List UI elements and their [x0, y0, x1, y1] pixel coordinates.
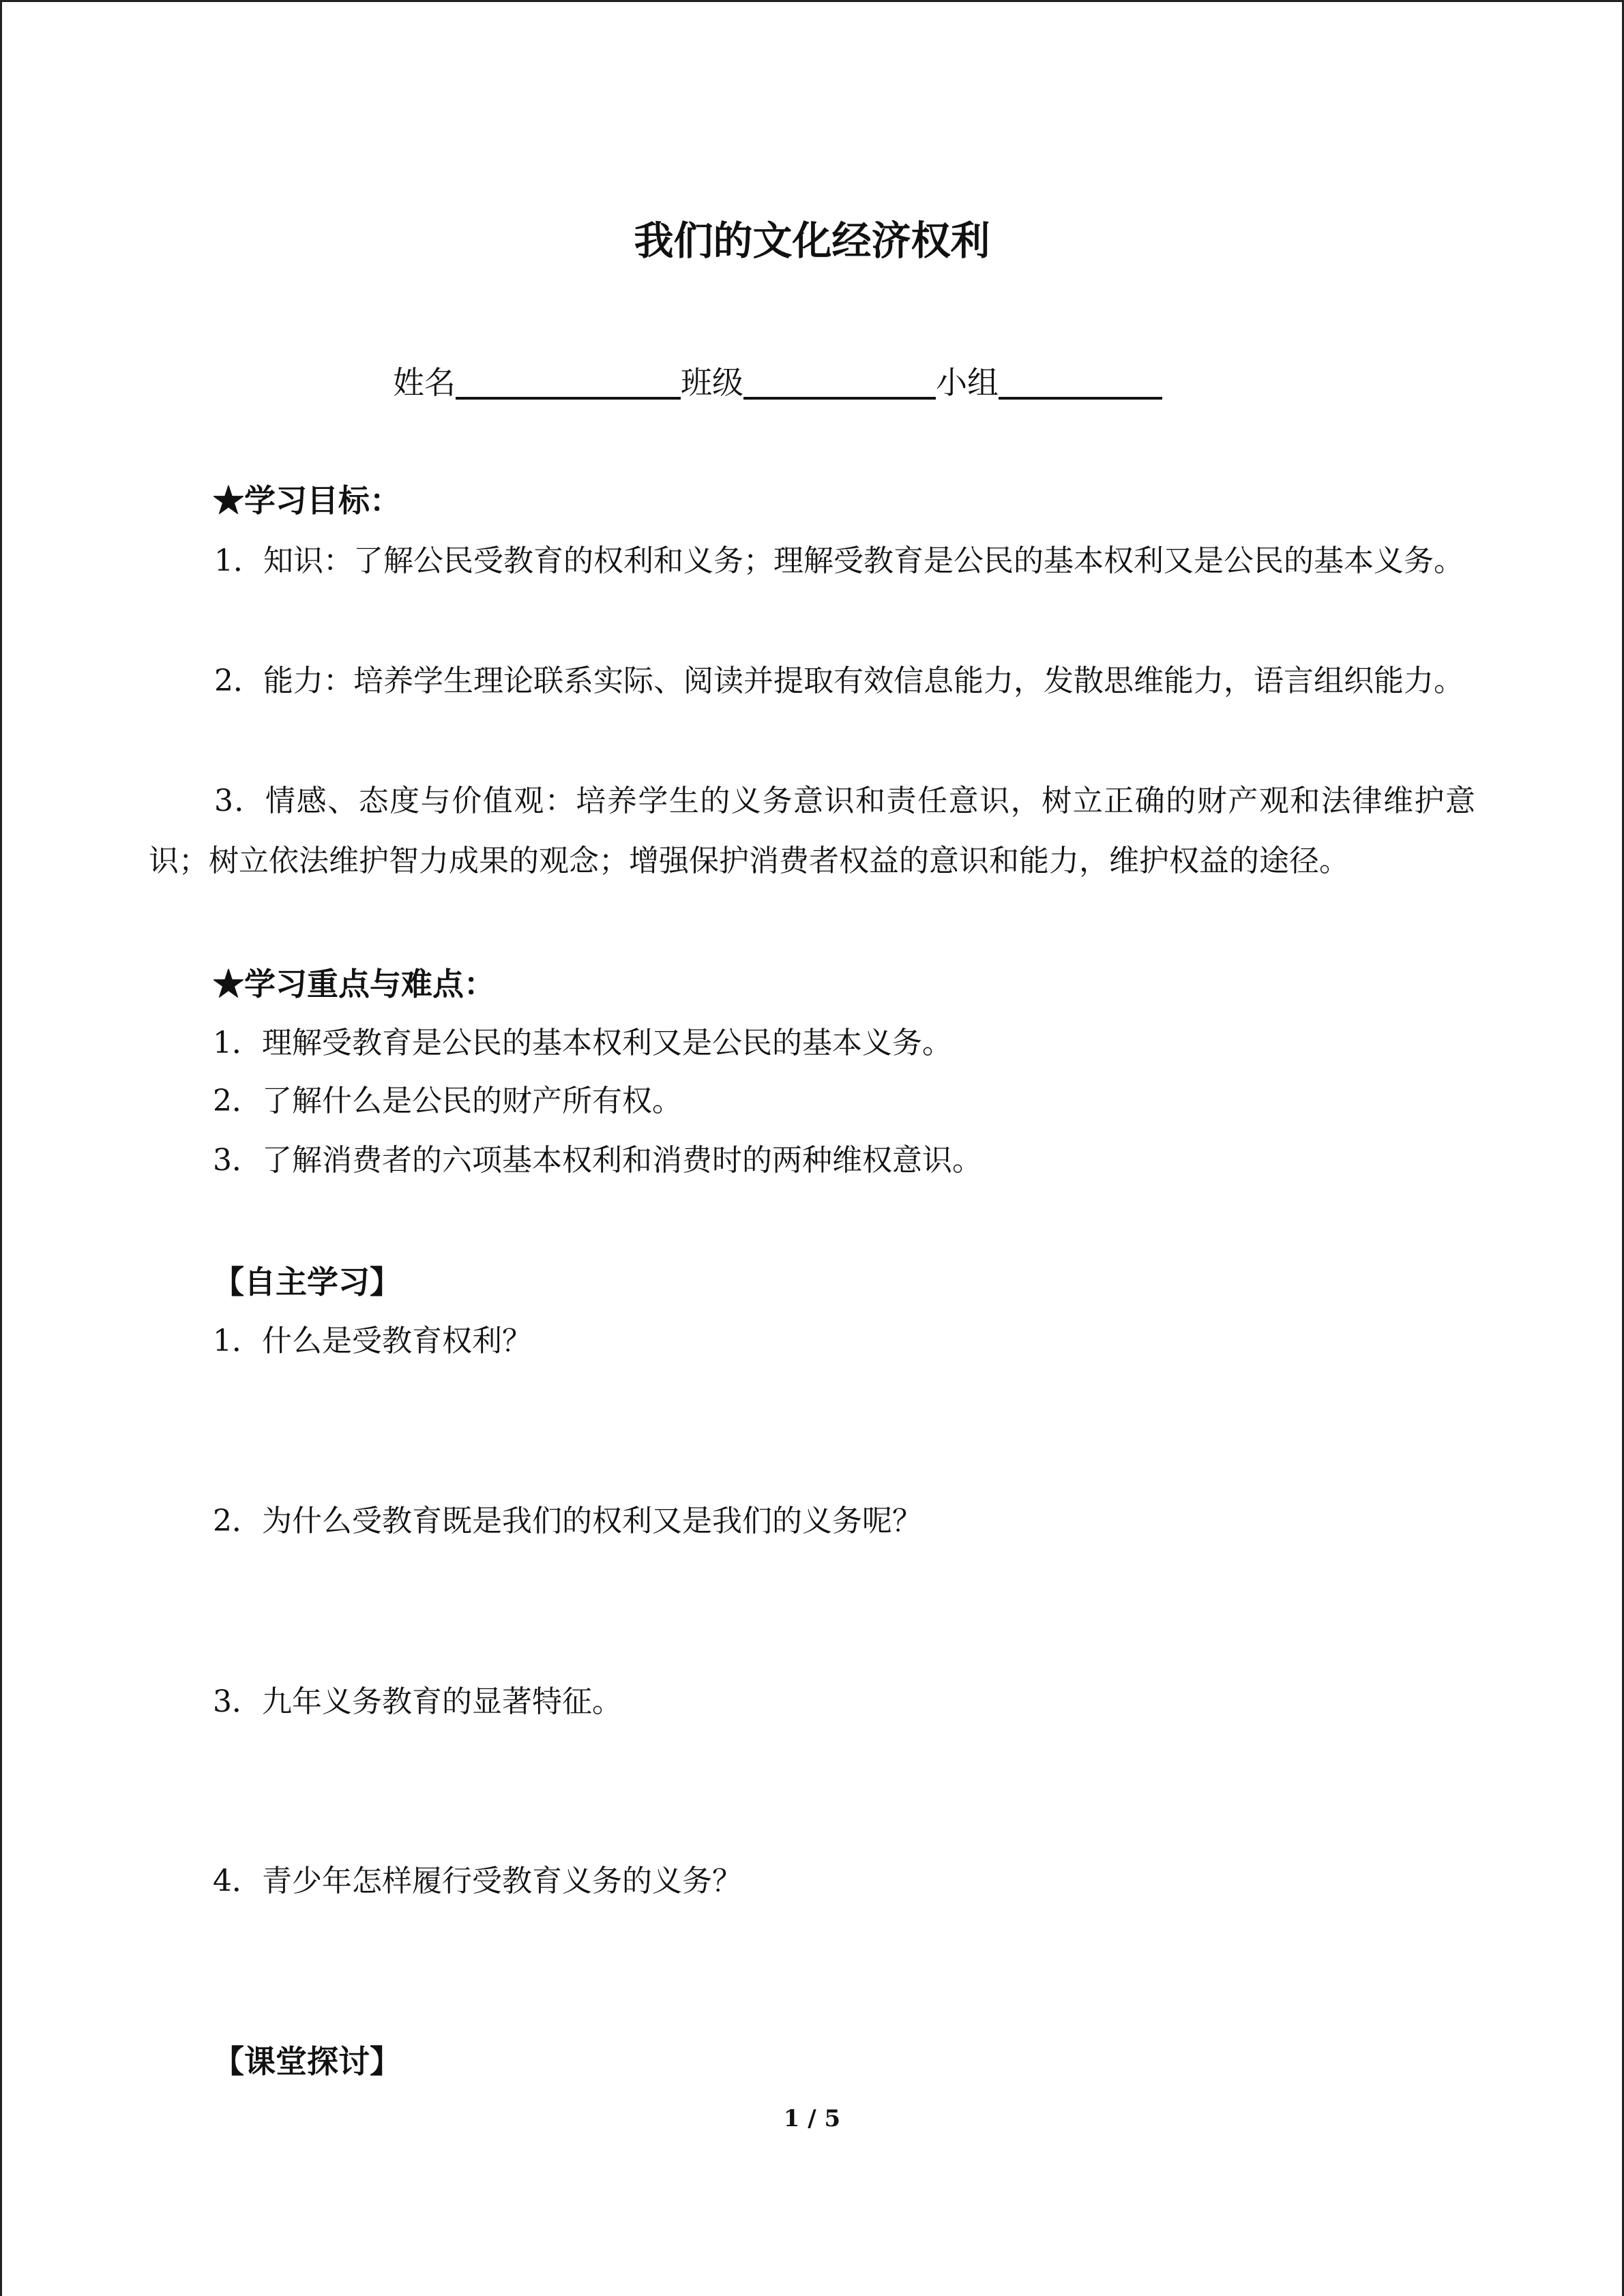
self-study-question: 1．什么是受教育权利？ [213, 1324, 532, 1358]
goal-item: 3．情感、态度与价值观：培养学生的义务意识和责任意识，树立正确的财产观和法律维护意识；树立依法维护智力成果的观念；增强保护消费者权益的意识和能力，维护权益的途径。 [149, 784, 1475, 878]
name-blank[interactable] [456, 361, 681, 400]
class-discussion-heading: 【课堂探讨】 [213, 2043, 401, 2080]
class-label: 班级 [681, 364, 743, 401]
self-study-question: 3．九年义务教育的显著特征。 [213, 1684, 622, 1719]
goals-heading: ★学习目标： [213, 482, 401, 519]
self-study-question: 2．为什么受教育既是我们的权利又是我们的义务呢？ [213, 1504, 922, 1538]
key-point-item: 1．理解受教育是公民的基本权利又是公民的基本义务。 [213, 1026, 952, 1060]
page-number: 1 / 5 [783, 2105, 841, 2132]
class-blank[interactable] [743, 361, 936, 400]
page-border-left [0, 0, 2, 2296]
student-info-line [393, 360, 1162, 405]
name-label: 姓名 [393, 364, 456, 401]
goal-item: 1．知识：了解公民受教育的权利和义务；理解受教育是公民的基本权利又是公民的基本义务。 [214, 543, 1464, 578]
page-title: 我们的文化经济权利 [634, 218, 990, 264]
group-blank[interactable] [999, 361, 1162, 400]
self-study-heading: 【自主学习】 [213, 1264, 401, 1300]
key-points-heading: ★学习重点与难点： [213, 966, 495, 1002]
group-label: 小组 [936, 364, 999, 401]
key-point-item: 3．了解消费者的六项基本权利和消费时的两种维权意识。 [213, 1143, 982, 1178]
page-border-top [0, 0, 1624, 2]
self-study-question: 4．青少年怎样履行受教育义务的义务？ [213, 1864, 742, 1898]
goal-item: 2．能力：培养学生理论联系实际、阅读并提取有效信息能力，发散思维能力，语言组织能力。 [214, 664, 1464, 698]
key-point-item: 2．了解什么是公民的财产所有权。 [213, 1084, 682, 1118]
